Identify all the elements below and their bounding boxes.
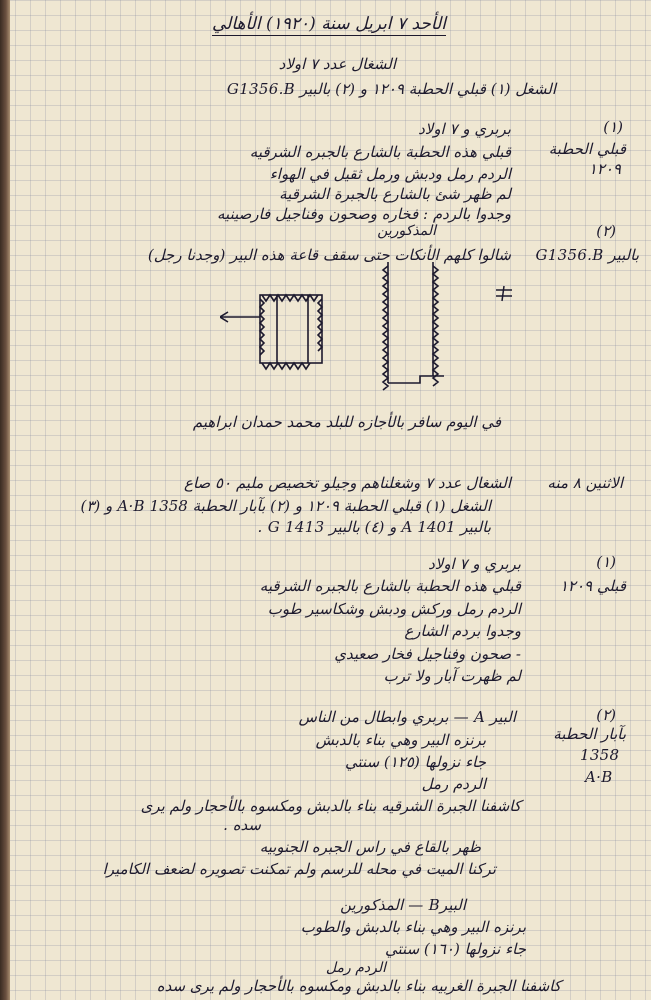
section3-line: - صحون وفناجيل فخار صعيدي bbox=[334, 645, 521, 663]
section1-line: بربري و ٧ اولاد bbox=[418, 120, 511, 138]
section1-note: في اليوم سافر بالأجازه للبلد محمد حمدان ابراهيم bbox=[192, 413, 501, 431]
section1-marker2-label: بالبير G1356.B bbox=[535, 246, 639, 264]
section4-line: سده . bbox=[223, 816, 261, 834]
section3-line: بربري و ٧ اولاد bbox=[428, 555, 521, 573]
section3-marker-number: (١) bbox=[596, 553, 616, 571]
section1-line: قبلي هذه الحطبة بالشارع بالجبره الشرقيه bbox=[249, 143, 511, 161]
section4-marker-number: (٢) bbox=[596, 706, 616, 724]
section3-marker-label: قبلي ١٢٠٩ bbox=[559, 577, 626, 595]
section5-line: الردم رمل bbox=[325, 960, 386, 976]
tomb-plan-sketch bbox=[220, 285, 340, 375]
section1-marker-label-2: ١٢٠٩ bbox=[588, 160, 621, 178]
section5-line: برنزه البير وهي بناء بالدبش والطوب bbox=[300, 918, 526, 936]
section4-line: برنزه البير وهي بناء بالدبش bbox=[315, 731, 486, 749]
section2-line: الشغال عدد ٧ وشغلناهم وجيلو تخصيص مليم ٥٠ صاع bbox=[184, 474, 511, 492]
north-mark-sketch bbox=[494, 285, 514, 303]
section4-line: جاء نزولها (١٢٥) سنتي bbox=[345, 753, 486, 771]
section4-line: البير A — بربري وابطال من الناس bbox=[298, 708, 516, 726]
header-line-2: الشغل (١) قبلي الحطبة ١٢٠٩ و (٢) بالبير G1356.B bbox=[226, 80, 556, 98]
header-line-1: الشغال عدد ٧ اولاد bbox=[278, 55, 396, 73]
section1-line: الردم رمل ودبش ورمل ثقيل في الهواء bbox=[269, 165, 511, 183]
section1-line-after: شالوا كلهم الأنكات حتى سقف قاعة هذه البير (وجدنا رجل) bbox=[147, 246, 511, 264]
section4-line: كاشفنا الجبرة الشرقيه بناء بالدبش ومكسوه بالأحجار ولم يرى bbox=[140, 797, 521, 815]
section5-line: كاشفنا الجبرة الغربيه بناء بالدبش ومكسوه بالأحجار ولم يرى سده bbox=[156, 977, 561, 995]
section4-line: ظهر بالقاع في راس الجبره الجنوبيه bbox=[259, 838, 481, 856]
section4-marker-label: بآبار الحطبة bbox=[553, 725, 626, 743]
page-title: الأحد ٧ ابريل سنة (١٩٢٠) الأهالي bbox=[212, 14, 446, 34]
page-binding-edge bbox=[0, 0, 10, 1000]
section4-marker-label-3: A·B bbox=[585, 768, 613, 786]
section3-line: الردم رمل وركش ودبش وشكاسير طوب bbox=[267, 600, 521, 618]
section2-date: الاثنين ٨ منه bbox=[547, 474, 623, 492]
section1-marker-label: قبلي الحطبة bbox=[548, 140, 626, 158]
section2-line: بالبير 1401 A و (٤) بالبير G 1413 . bbox=[257, 518, 491, 536]
section2-line: الشغل (١) قبلي الحطبة ١٢٠٩ و (٢) بآبار الحطبة 1358 A·B و (٣) bbox=[80, 497, 491, 515]
section1-marker-number: (١) bbox=[603, 118, 623, 136]
section3-line: وجدوا بردم الشارع bbox=[404, 622, 521, 640]
shaft-section-sketch bbox=[378, 258, 458, 398]
section1-marker2-number: (٢) bbox=[596, 222, 616, 240]
section4-line: الردم رمل bbox=[421, 775, 486, 793]
section1-line: لم ظهر شئ بالشارع بالجبرة الشرقية bbox=[279, 185, 511, 203]
section3-line: قبلي هذه الحطبة بالشارع بالجبره الشرقيه bbox=[259, 577, 521, 595]
section5-line: جاء نزولها (١٦٠) سنتي bbox=[385, 940, 526, 958]
section4-line: تركنا الميت في محله للرسم ولم تمكنت تصويره لضعف الكاميرا bbox=[102, 860, 496, 878]
section5-line: البيرB — المذكورين bbox=[340, 896, 466, 914]
section3-line: لم ظهرت آبار ولا ترب bbox=[383, 667, 521, 685]
section1-line: المذكورين bbox=[377, 223, 436, 239]
section1-line: وجدوا بالردم : فخاره وصحون وفناجيل فارصينيه bbox=[217, 205, 511, 223]
section4-marker-label-2: 1358 bbox=[580, 746, 620, 764]
